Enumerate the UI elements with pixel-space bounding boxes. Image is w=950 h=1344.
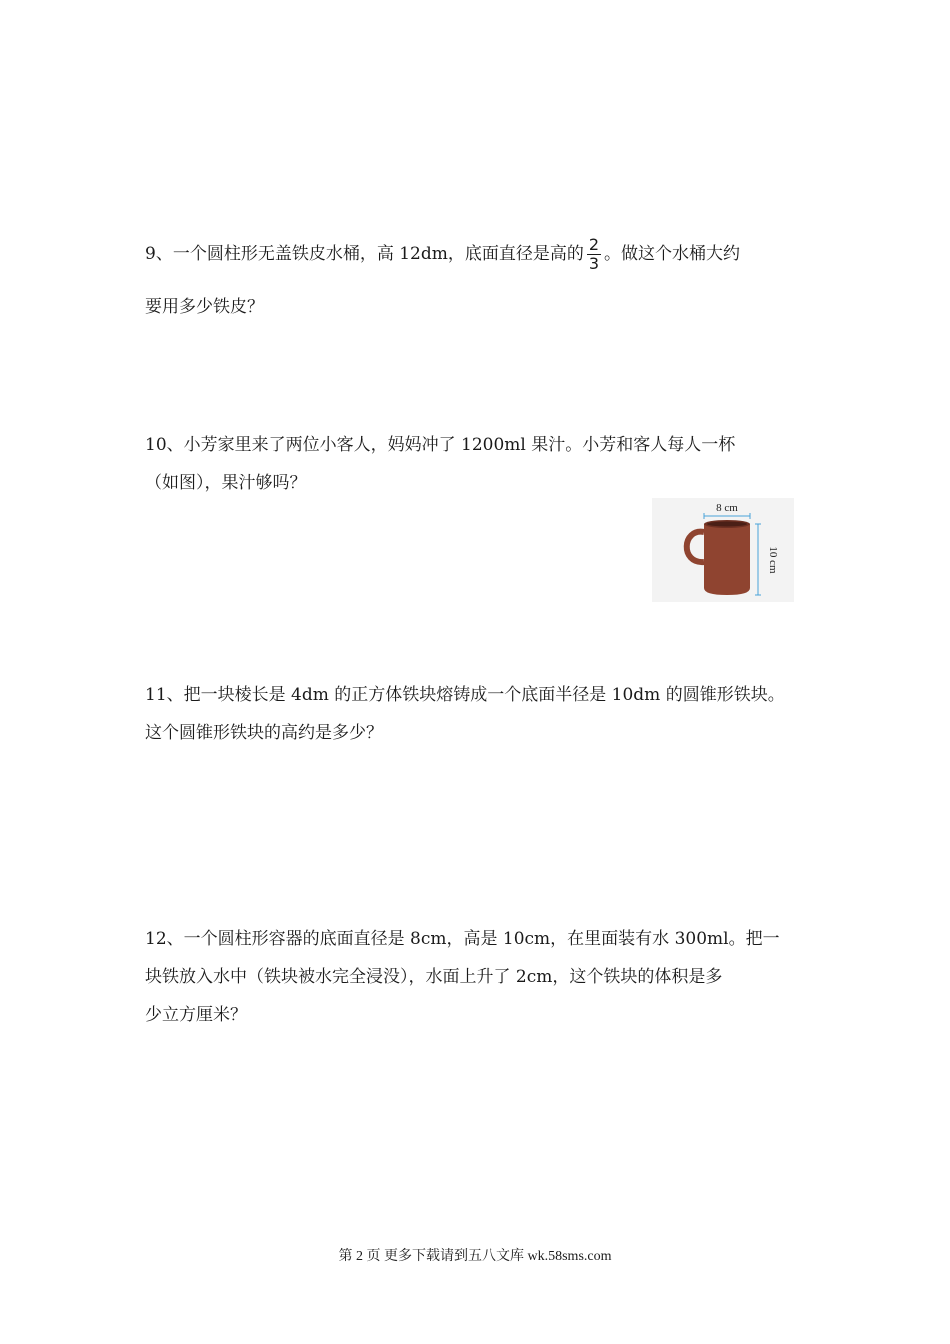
q12-line1: 12、一个圆柱形容器的底面直径是 8cm，高是 10cm，在里面装有水 300ml。把一: [145, 929, 780, 949]
fraction-numerator: 2: [588, 235, 600, 254]
page-footer: 第 2 页 更多下载请到五八文库 wk.58sms.com: [338, 1249, 612, 1264]
q11-line1: 11、把一块棱长是 4dm 的正方体铁块熔铸成一个底面半径是 10dm 的圆锥形铁块。: [145, 685, 785, 705]
q12-line3: 少立方厘米？: [145, 1005, 247, 1025]
q9-line1: [145, 236, 740, 273]
q9-text-before: 9、一个圆柱形无盖铁皮水桶，高 12dm，底面直径是高的: [145, 244, 584, 264]
q9-text-after: 。做这个水桶大约: [604, 244, 741, 264]
q11-line2: 这个圆锥形铁块的高约是多少？: [145, 723, 383, 743]
q10-line1: 10、小芳家里来了两位小客人，妈妈冲了 1200ml 果汁。小芳和客人每人一杯: [145, 435, 736, 455]
q12-line2: 块铁放入水中（铁块被水完全浸没），水面上升了 2cm，这个铁块的体积是多: [145, 967, 723, 987]
mug-height-label: 10 cm: [767, 546, 779, 574]
fraction-two-thirds: [587, 236, 601, 273]
mug-image: [652, 498, 794, 602]
mug-body: [704, 524, 750, 595]
mug-width-label: 8 cm: [716, 502, 738, 514]
q10-line2: （如图），果汁够吗？: [145, 473, 307, 493]
fraction-denominator: 3: [588, 254, 600, 273]
q9-line2: 要用多少铁皮？: [145, 297, 264, 317]
